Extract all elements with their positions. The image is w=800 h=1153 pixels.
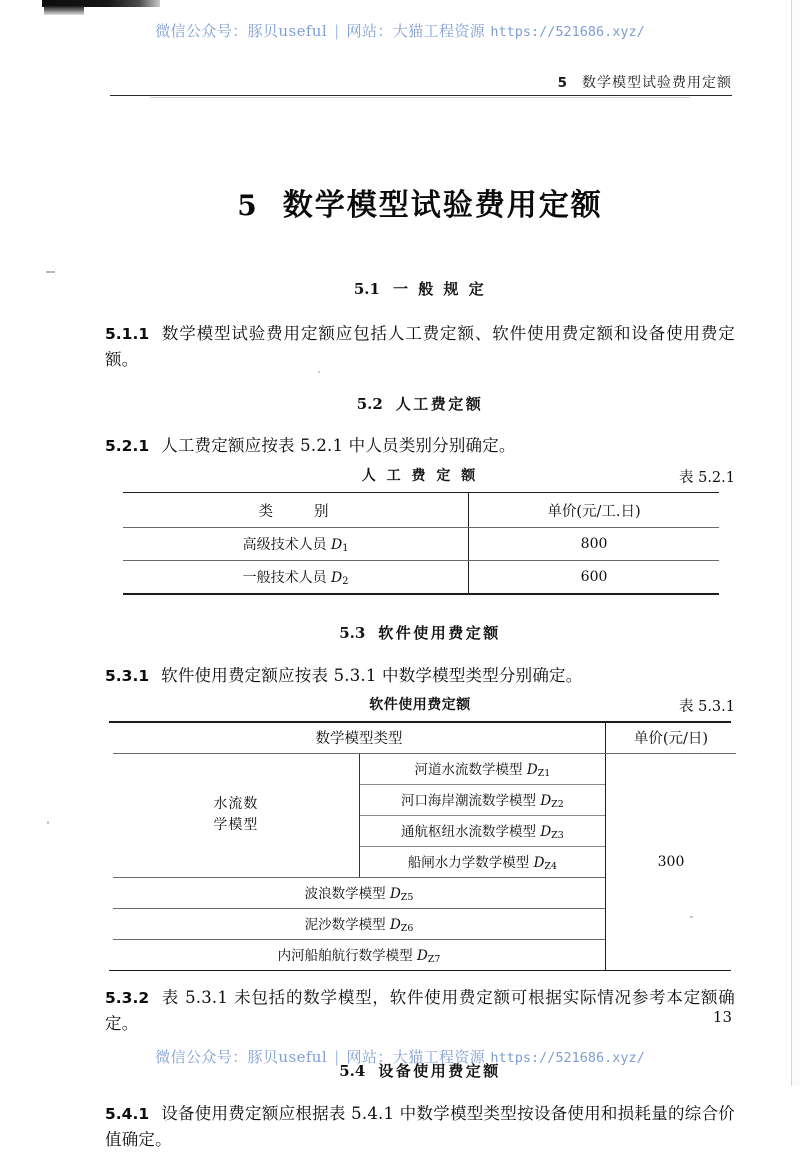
section-title: 人工费定额 — [395, 395, 484, 414]
table-caption-521 — [105, 465, 735, 487]
group-label-line1: 水流数 — [213, 796, 259, 813]
section-number: 5.2 — [356, 395, 383, 414]
table-header-row — [123, 493, 719, 527]
scan-artifact-page-edge-line — [791, 0, 792, 1086]
table-header-cell-model-type: 数学模型类型 — [315, 731, 403, 748]
table-cell-group-label — [113, 754, 359, 877]
table-bottom-rule — [123, 593, 719, 595]
chapter-title-text: 数学模型试验费用定额 — [282, 188, 603, 223]
running-head — [110, 72, 732, 92]
watermark-wechat-label: 微信公众号：豚贝useful — [155, 22, 328, 40]
clause-text: 设备使用费定额应根据表 5.4.1 中数学模型类型按设备使用和损耗量的综合价值确定。 — [105, 1104, 735, 1149]
section-heading-5-3 — [105, 622, 735, 643]
table-row — [113, 754, 736, 784]
symbol-subscript: Z3 — [551, 830, 564, 842]
symbol-subscript: Z7 — [427, 954, 441, 966]
clause-text: 软件使用费定额应按表 5.3.1 中数学模型类型分别确定。 — [161, 665, 583, 685]
symbol-subscript: Z2 — [551, 799, 564, 811]
scan-artifact-top-edge-tail — [44, 6, 84, 15]
table-cell-model-name — [113, 940, 606, 970]
table-caption-text: 人 工 费 定 额 — [361, 467, 479, 484]
section-heading-5-2 — [105, 393, 735, 414]
clause-5-3-1 — [105, 663, 735, 689]
page-number: 13 — [712, 1008, 732, 1026]
running-head-title: 数学模型试验费用定额 — [582, 75, 732, 91]
running-head-number: 5 — [557, 75, 568, 91]
group-label-line2: 学模型 — [213, 817, 259, 834]
symbol-subscript: Z4 — [544, 861, 557, 873]
table-header-cell-price: 单价(元/工.日) — [469, 493, 719, 527]
model-label: 河道水流数学模型 — [414, 762, 527, 779]
table-label: 表 5.3.1 — [678, 699, 735, 716]
table-cell-model-name — [113, 878, 606, 908]
table-521-body-2 — [123, 561, 719, 593]
symbol: D — [416, 948, 428, 965]
table-531-wrapper — [109, 721, 731, 971]
symbol: D — [389, 917, 401, 934]
clause-text: 人工费定额应按表 5.2.1 中人员类别分别确定。 — [161, 436, 516, 456]
section-title: 设备使用费定额 — [378, 1062, 501, 1081]
symbol-subscript: 1 — [342, 543, 349, 555]
running-head-rule-ghost — [150, 97, 690, 98]
clause-number: 5.3.2 — [105, 989, 150, 1008]
scan-artifact-right-margin — [792, 0, 800, 1086]
table-cell-price: 300 — [606, 754, 737, 970]
table-row — [123, 561, 719, 593]
table-header-row — [113, 723, 736, 753]
table-caption-text: 软件使用费定额 — [369, 697, 471, 714]
watermark-top — [0, 20, 800, 41]
table-bottom-rule — [109, 970, 731, 972]
symbol-subscript: Z1 — [537, 768, 551, 780]
table-cell-category — [123, 561, 469, 593]
table-cell-model-name — [359, 754, 605, 784]
clause-number: 5.1.1 — [105, 325, 150, 343]
table-label: 表 5.2.1 — [678, 469, 735, 486]
symbol: D — [540, 793, 552, 810]
watermark-url: https://521686.xyz/ — [490, 1050, 645, 1066]
table-header-cell-category: 类 别 — [258, 503, 333, 520]
document-content — [105, 180, 735, 1153]
chapter-number: 5 — [237, 189, 259, 222]
table-cell-category — [123, 528, 469, 560]
table-521-body — [123, 528, 719, 560]
symbol: D — [331, 537, 343, 554]
watermark-site-label: 网站：大猫工程资源 — [346, 22, 486, 40]
scan-speck — [46, 271, 55, 273]
table-header-cell-price: 单价(元/日) — [606, 723, 737, 753]
watermark-bottom — [0, 1046, 800, 1067]
category-label: 一般技术人员 — [242, 570, 332, 587]
model-label: 船闸水力学数学模型 — [407, 855, 534, 872]
section-number: 5.3 — [339, 623, 366, 642]
chapter-title — [105, 180, 735, 224]
watermark-separator: | — [334, 1048, 340, 1066]
watermark-separator: | — [334, 22, 340, 40]
symbol: D — [533, 855, 545, 872]
symbol: D — [540, 824, 552, 841]
running-head-rule — [110, 95, 732, 96]
watermark-site-label: 网站：大猫工程资源 — [346, 1048, 486, 1066]
clause-number: 5.4.1 — [105, 1105, 150, 1124]
table-521-wrapper — [123, 492, 719, 595]
table-cell-model-name — [359, 785, 605, 815]
table-521 — [123, 493, 719, 527]
watermark-wechat-label: 微信公众号：豚贝useful — [155, 1048, 328, 1066]
table-cell-price: 600 — [469, 561, 719, 593]
clause-text: 数学模型试验费用定额应包括人工费定额、软件使用费定额和设备使用费定额。 — [105, 324, 735, 369]
scan-speck — [47, 821, 49, 824]
section-number: 5.4 — [339, 1062, 366, 1081]
model-label: 泥沙数学模型 — [304, 917, 390, 934]
watermark-url: https://521686.xyz/ — [490, 24, 645, 40]
model-label: 波浪数学模型 — [304, 886, 390, 903]
section-title: 一 般 规 定 — [392, 280, 487, 298]
model-label: 河口海岸潮流数学模型 — [401, 793, 541, 810]
symbol-subscript: 2 — [342, 576, 349, 588]
table-cell-model-name — [359, 816, 605, 846]
category-label: 高级技术人员 — [242, 537, 332, 554]
symbol-subscript: Z5 — [400, 892, 414, 904]
symbol: D — [389, 886, 401, 903]
clause-5-4-1 — [105, 1101, 735, 1152]
table-cell-model-name — [113, 909, 606, 939]
table-cell-model-name — [359, 847, 605, 877]
table-caption-531 — [105, 694, 735, 716]
table-531 — [113, 723, 736, 970]
symbol: D — [331, 570, 343, 587]
section-heading-5-1 — [105, 278, 735, 299]
clause-number: 5.3.1 — [105, 666, 150, 685]
clause-5-1-1 — [105, 321, 735, 372]
section-number: 5.1 — [353, 280, 380, 298]
symbol: D — [526, 762, 538, 779]
clause-5-2-1 — [105, 433, 735, 459]
symbol-subscript: Z6 — [400, 923, 414, 935]
clause-number: 5.2.1 — [105, 437, 150, 456]
model-label: 通航枢纽水流数学模型 — [401, 824, 541, 841]
model-label: 内河船舶航行数学模型 — [277, 948, 417, 965]
table-cell-price: 800 — [469, 528, 719, 560]
clause-text: 表 5.3.1 未包括的数学模型，软件使用费定额可根据实际情况参考本定额确定。 — [105, 988, 735, 1033]
table-row — [123, 528, 719, 560]
section-title: 软件使用费定额 — [378, 623, 501, 642]
